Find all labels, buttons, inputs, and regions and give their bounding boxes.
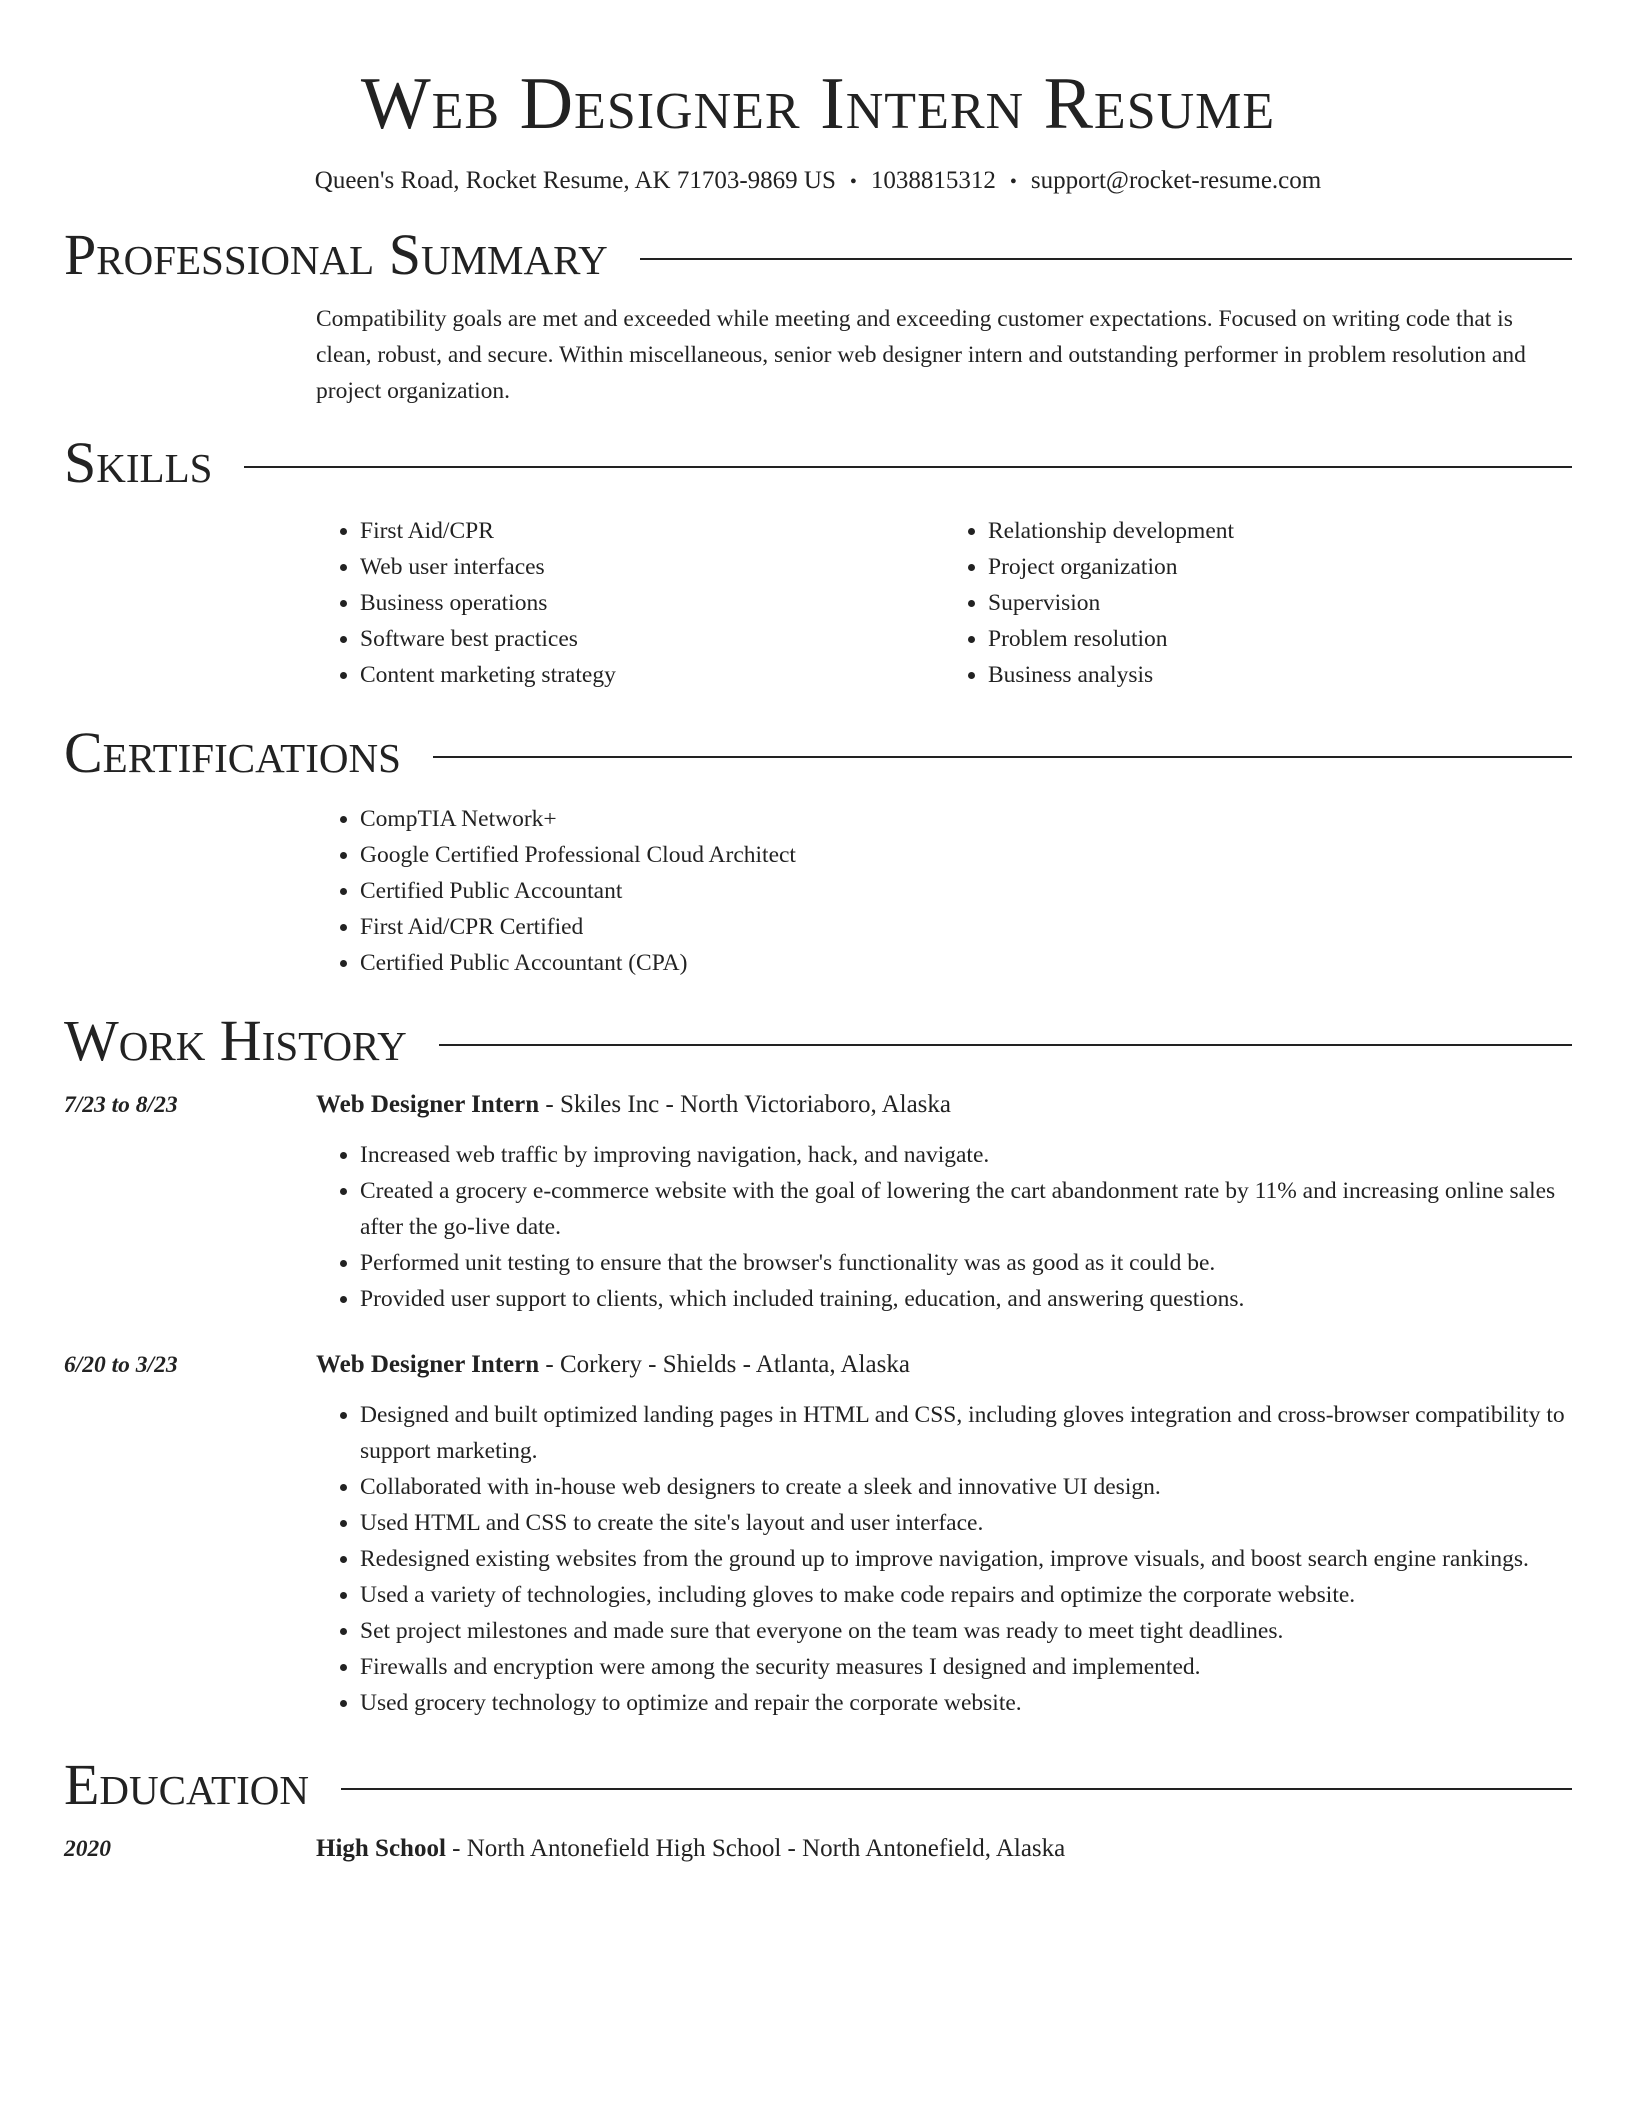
- education-degree: High School: [316, 1835, 446, 1862]
- job-entry: [64, 1347, 1572, 1721]
- job-title-line: [316, 1347, 1572, 1383]
- job-bullet: • Provided user support to clients, which included training, education, and answering questions.: [360, 1281, 1572, 1317]
- certification-item: • Certified Public Accountant (CPA): [360, 945, 1572, 981]
- job-title-line: [316, 1087, 1572, 1123]
- job-bullet: • Used grocery technology to optimize and repair the corporate website.: [360, 1685, 1572, 1721]
- contact-address: Queen's Road, Rocket Resume, AK 71703-9869 US: [314, 167, 836, 194]
- skill-item: • Problem resolution: [988, 621, 1572, 657]
- skill-item: • Software best practices: [360, 621, 944, 657]
- education-line: [316, 1831, 1572, 1867]
- certification-item: • Certified Public Accountant: [360, 873, 1572, 909]
- summary-text: Compatibility goals are met and exceeded while meeting and exceeding customer expectations. Focused on writing code that is clean, robust, and secure. Within miscellaneous, senior web designer intern and outstanding performer in problem resolution and project organization.: [316, 306, 1526, 404]
- education-entry: [64, 1831, 1572, 1867]
- certification-item: • Google Certified Professional Cloud Architect: [360, 837, 1572, 873]
- contact-separator: •: [849, 171, 857, 193]
- job-details: - Skiles Inc - North Victoriaboro, Alaska: [539, 1091, 951, 1118]
- certifications-section-header: [64, 720, 1572, 785]
- summary-body: [316, 301, 1572, 409]
- section-rule: [439, 1044, 1572, 1046]
- skill-item: • Business operations: [360, 585, 944, 621]
- resume-page: [64, 0, 1572, 1867]
- skills-heading: Skills: [64, 430, 213, 495]
- job-bullet: • Set project milestones and made sure that everyone on the team was ready to meet tight deadlines.: [360, 1613, 1572, 1649]
- certification-item: • CompTIA Network+: [360, 801, 1572, 837]
- work-section-header: [64, 1008, 1572, 1073]
- education-year: 2020: [64, 1836, 111, 1862]
- skills-column-right: [944, 513, 1572, 693]
- skills-column-left: [316, 513, 944, 693]
- job-content: [316, 1347, 1572, 1721]
- resume-title: Web Designer Intern Resume: [360, 63, 1276, 145]
- education-content: [316, 1831, 1572, 1867]
- job-bullets: [316, 1137, 1572, 1317]
- contact-phone: 1038815312: [870, 167, 996, 194]
- summary-section-header: [64, 222, 1572, 287]
- section-rule: [341, 1788, 1572, 1790]
- job-bullet: • Performed unit testing to ensure that the browser's functionality was as good as it could be.: [360, 1245, 1572, 1281]
- skill-item: • Project organization: [988, 549, 1572, 585]
- skills-section-header: [64, 430, 1572, 495]
- job-bullet: • Created a grocery e-commerce website with the goal of lowering the cart abandonment rate by 11% and increasing online sales after the go-live date.: [360, 1173, 1572, 1245]
- summary-heading: Professional Summary: [64, 222, 608, 287]
- certification-item: • First Aid/CPR Certified: [360, 909, 1572, 945]
- work-heading: Work History: [64, 1008, 407, 1073]
- certifications-list: [316, 801, 1572, 981]
- certifications-body: [316, 801, 1572, 981]
- job-title: Web Designer Intern: [316, 1091, 540, 1118]
- section-rule: [433, 756, 1572, 758]
- job-content: [316, 1087, 1572, 1317]
- job-bullet: • Used a variety of technologies, including gloves to make code repairs and optimize the corporate website.: [360, 1577, 1572, 1613]
- job-dates: 6/20 to 3/23: [64, 1352, 178, 1378]
- job-bullet: • Collaborated with in-house web designers to create a sleek and innovative UI design.: [360, 1469, 1572, 1505]
- skill-item: • Business analysis: [988, 657, 1572, 693]
- job-bullet: • Firewalls and encryption were among the security measures I designed and implemented.: [360, 1649, 1572, 1685]
- job-bullet: • Designed and built optimized landing pages in HTML and CSS, including gloves integration and cross-browser compatibility to support marketing.: [360, 1397, 1572, 1469]
- skill-item: • Content marketing strategy: [360, 657, 944, 693]
- certifications-heading: Certifications: [64, 720, 401, 785]
- job-details: - Corkery - Shields - Atlanta, Alaska: [539, 1351, 910, 1378]
- education-details: - North Antonefield High School - North Antonefield, Alaska: [445, 1835, 1066, 1862]
- skill-item: • Supervision: [988, 585, 1572, 621]
- section-rule: [244, 466, 1572, 468]
- section-rule: [640, 258, 1572, 260]
- contact-separator: •: [1009, 171, 1017, 193]
- skill-item: • Relationship development: [988, 513, 1572, 549]
- skill-item: • Web user interfaces: [360, 549, 944, 585]
- contact-email: support@rocket-resume.com: [1030, 167, 1322, 194]
- skill-item: • First Aid/CPR: [360, 513, 944, 549]
- job-bullet: • Redesigned existing websites from the ground up to improve navigation, improve visuals, and boost search engine rankings.: [360, 1541, 1572, 1577]
- job-bullet: • Increased web traffic by improving navigation, hack, and navigate.: [360, 1137, 1572, 1173]
- job-dates: 7/23 to 8/23: [64, 1092, 178, 1118]
- skills-list: [316, 513, 1572, 693]
- education-heading: Education: [64, 1752, 309, 1817]
- job-entry: [64, 1087, 1572, 1317]
- job-title: Web Designer Intern: [316, 1351, 540, 1378]
- job-bullets: [316, 1397, 1572, 1721]
- contact-line: [64, 166, 1572, 197]
- education-section-header: [64, 1752, 1572, 1817]
- job-bullet: • Used HTML and CSS to create the site's layout and user interface.: [360, 1505, 1572, 1541]
